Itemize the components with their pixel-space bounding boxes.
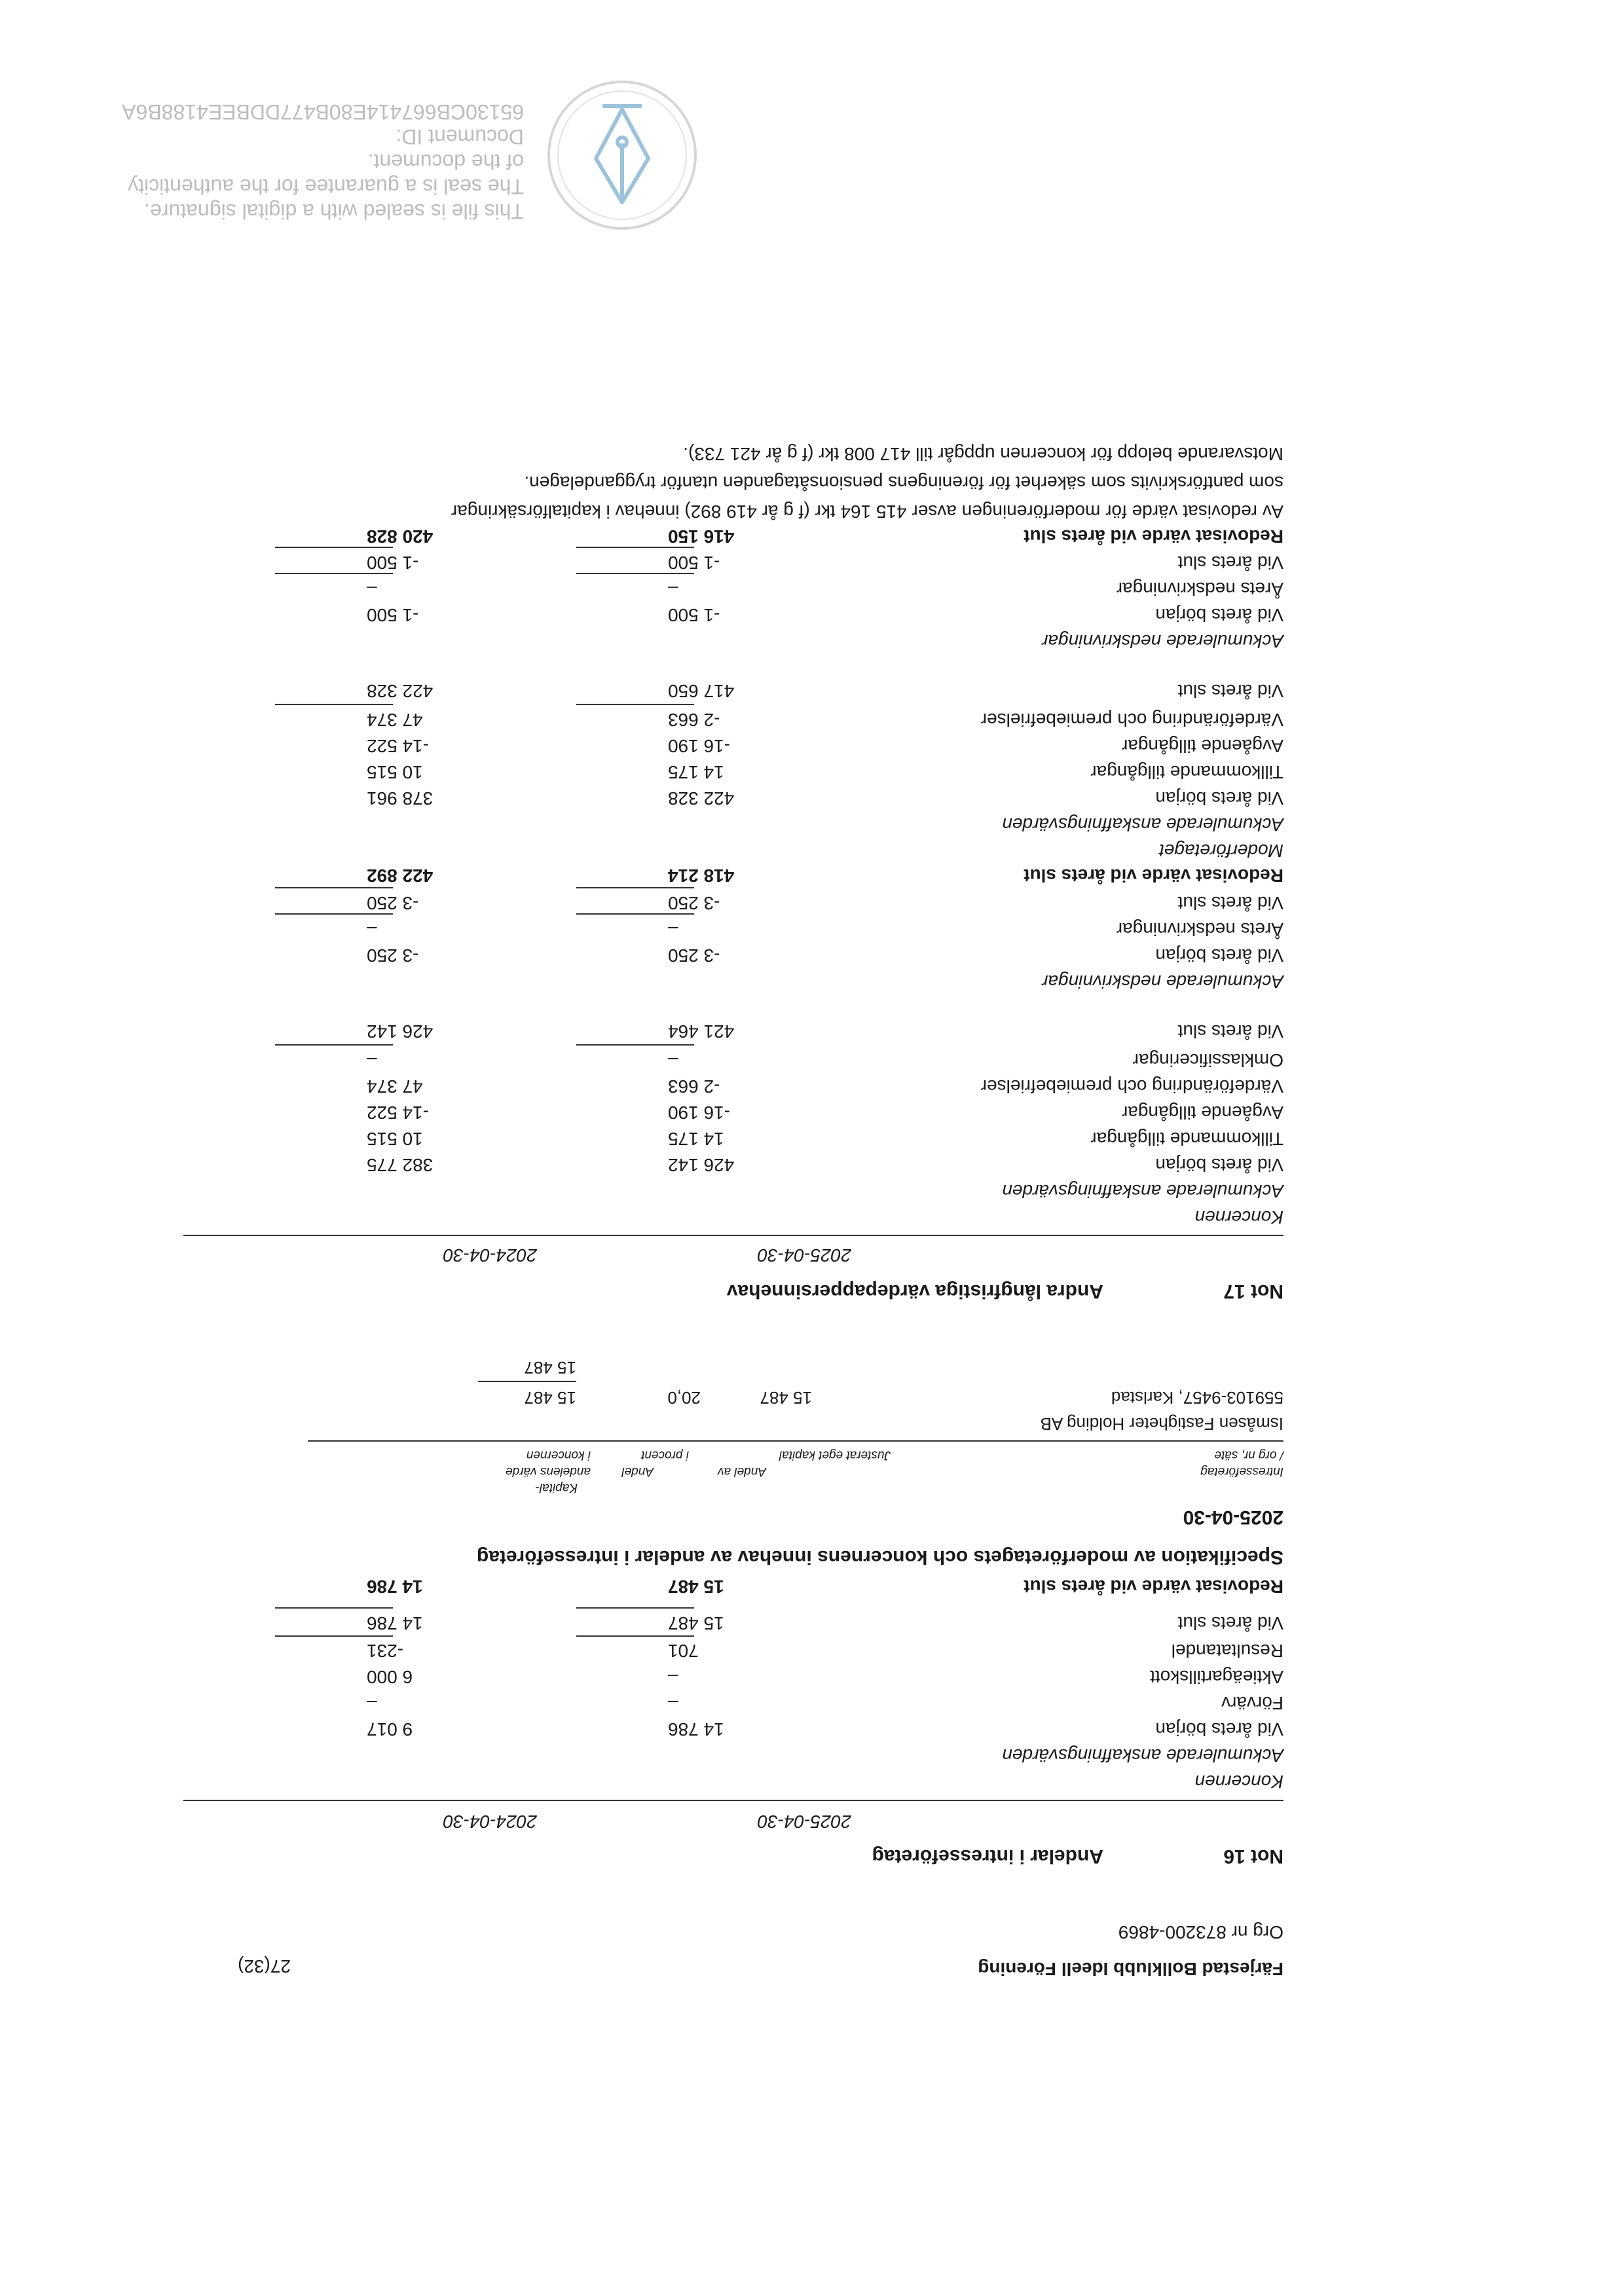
spec-title: Specifikation av moderföretagets och koncernens innehav av andelar i intresseföretag bbox=[476, 1546, 1283, 1568]
note17-paragraph bbox=[262, 439, 1283, 526]
spec-col-capital-1: andelens värde bbox=[506, 1465, 591, 1478]
note17-group-total-row: Redovisat värde vid årets slut 418 214 422 892 bbox=[367, 866, 1283, 886]
note17-number: Not 17 bbox=[1223, 1281, 1283, 1302]
subtotal-rule bbox=[275, 1635, 393, 1637]
spec-col-capital-0: Kapital- bbox=[535, 1481, 578, 1495]
table-row: Årets nedskrivningar – – bbox=[367, 919, 1283, 939]
spec-sum: 15 487 bbox=[524, 1358, 576, 1377]
subtotal-rule bbox=[275, 887, 393, 888]
note17-col-2025: 2025-04-30 bbox=[757, 1245, 851, 1266]
subtotal-rule bbox=[576, 887, 694, 888]
table-row: Omklassificeringar – – bbox=[367, 1050, 1283, 1070]
subtotal-rule bbox=[275, 1044, 393, 1046]
subtotal-rule bbox=[576, 913, 694, 915]
subtotal-rule bbox=[576, 573, 694, 574]
table-row: Förvärv – – bbox=[367, 1693, 1283, 1713]
table-row: Tillkommande tillgångar 14 175 10 515 bbox=[367, 1129, 1283, 1149]
subtotal-rule bbox=[576, 1635, 694, 1637]
spec-company-id: 559103-9457, Karlstad bbox=[1111, 1388, 1283, 1408]
paragraph-line: Av redovisat värde för moderföreningen avser 415 164 tkr (f g år 419 892) innehav i kapitalförsäkringar bbox=[451, 501, 1283, 522]
note17-header-rule bbox=[183, 1235, 1283, 1236]
table-row: Vid årets början -3 250 -3 250 bbox=[367, 945, 1283, 966]
note16-title: Andelar i intresseföretag bbox=[872, 1846, 1103, 1867]
subtotal-rule bbox=[576, 1607, 694, 1609]
spec-col-capital-2: i koncernen bbox=[526, 1448, 591, 1462]
spec-col-company-1: Intresseföretag bbox=[1200, 1465, 1283, 1478]
note17-parent-total-row: Redovisat värde vid årets slut 416 150 420 828 bbox=[367, 526, 1283, 547]
spec-capital-value: 15 487 bbox=[524, 1388, 576, 1408]
spec-col-equity-2: Justerat eget kapital bbox=[779, 1448, 891, 1462]
spec-col-share-1: Andel av bbox=[718, 1465, 766, 1478]
table-row: Avgående tillgångar -16 190 -14 522 bbox=[367, 736, 1283, 756]
organization-name: Färjestad Bollklubb Ideell Förening bbox=[978, 1959, 1283, 1979]
spec-col-pct-1: Andel bbox=[621, 1465, 654, 1478]
note16-total-row: Redovisat värde vid årets slut 15 487 14 786 bbox=[367, 1576, 1283, 1597]
table-row: Resultatandel 701 -231 bbox=[367, 1641, 1283, 1661]
subtotal-rule bbox=[275, 704, 393, 705]
seal-line: 65130CB667414E80B477DDBEE4188B6A bbox=[122, 100, 524, 124]
note17-group-writedown-label: Ackumulerade nedskrivningar bbox=[1042, 972, 1283, 992]
spec-col-company-2: / org nr, säte bbox=[1214, 1448, 1283, 1462]
paragraph-line: som pantförskrivits som säkerhet för föreningens pensionsåtaganden utanför tryggandelagen. bbox=[524, 473, 1283, 493]
spec-date: 2025-04-30 bbox=[1183, 1506, 1283, 1528]
subtotal-rule bbox=[275, 913, 393, 915]
table-row: Tillkommande tillgångar 14 175 10 515 bbox=[367, 762, 1283, 782]
paragraph-line: Motsvarande belopp för koncernen uppgår till 417 008 tkr (f g år 421 733). bbox=[683, 444, 1283, 464]
seal-line: The seal is a guarantee for the authenticity bbox=[128, 175, 524, 198]
table-row: Vid årets början 422 328 378 961 bbox=[367, 788, 1283, 809]
seal-line: Document ID: bbox=[396, 125, 524, 149]
table-row: Vid årets början 426 142 382 775 bbox=[367, 1155, 1283, 1175]
seal-line: of the document. bbox=[367, 150, 524, 173]
subtotal-rule bbox=[576, 1044, 694, 1046]
subtotal-rule bbox=[576, 704, 694, 705]
note17-col-2024: 2024-04-30 bbox=[443, 1245, 537, 1266]
digital-seal-icon bbox=[537, 70, 707, 240]
table-row: Vid årets slut -3 250 -3 250 bbox=[367, 893, 1283, 913]
subtotal-rule bbox=[275, 547, 393, 548]
table-row: Värdeförändring och premiebefrielser -2 663 47 374 bbox=[367, 1076, 1283, 1097]
seal-text bbox=[122, 100, 524, 224]
note17-group-cost-label: Ackumulerade anskaffningsvärden bbox=[1002, 1181, 1283, 1201]
table-row: Vid årets slut -1 500 -1 500 bbox=[367, 553, 1283, 573]
note16-number: Not 16 bbox=[1223, 1846, 1283, 1867]
subtotal-rule bbox=[576, 547, 694, 548]
note17-group-label: Koncernen bbox=[1194, 1207, 1283, 1228]
table-row: Vid årets slut 15 487 14 786 bbox=[367, 1613, 1283, 1633]
note16-col-2025: 2025-04-30 bbox=[757, 1812, 851, 1832]
spec-company-name: Ismåsen Fastigheter Holding AB bbox=[1040, 1414, 1283, 1434]
table-row: Vid årets början -1 500 -1 500 bbox=[367, 605, 1283, 625]
note17-parent-label: Moderföretaget bbox=[1159, 841, 1283, 861]
seal-line: This file is sealed with a digital signature. bbox=[144, 200, 524, 223]
org-number: Org nr 873200-4869 bbox=[1118, 1922, 1283, 1942]
subtotal-rule bbox=[275, 573, 393, 574]
subtotal-rule bbox=[478, 1381, 576, 1382]
table-row: Vid årets slut 417 650 422 328 bbox=[367, 681, 1283, 701]
table-row: Vid årets början 14 786 9 017 bbox=[367, 1719, 1283, 1740]
table-row: Avgående tillgångar -16 190 -14 522 bbox=[367, 1102, 1283, 1123]
note16-section-label: Ackumulerade anskaffningsvärden bbox=[1002, 1745, 1283, 1766]
note17-parent-writedown-label: Ackumulerade nedskrivningar bbox=[1042, 631, 1283, 651]
table-row: Vid årets slut 421 464 426 142 bbox=[367, 1021, 1283, 1042]
spec-header-rule bbox=[308, 1440, 1283, 1442]
note16-group-label: Koncernen bbox=[1194, 1772, 1283, 1792]
table-row: Årets nedskrivningar – – bbox=[367, 579, 1283, 599]
table-row: Värdeförändring och premiebefrielser -2 663 47 374 bbox=[367, 710, 1283, 730]
note16-header-rule bbox=[183, 1800, 1283, 1801]
note16-col-2024: 2024-04-30 bbox=[443, 1812, 537, 1832]
note17-parent-cost-label: Ackumulerade anskaffningsvärden bbox=[1002, 814, 1283, 835]
table-row: Aktieägartillskott – 6 000 bbox=[367, 1667, 1283, 1687]
note17-title: Andra långfristiga värdepappersinnehav bbox=[726, 1281, 1103, 1302]
page-number: 27(32) bbox=[238, 1956, 291, 1977]
spec-share-value: 15 487 bbox=[760, 1388, 812, 1408]
spec-percent: 20,0 bbox=[667, 1388, 701, 1408]
spec-col-pct-2: i procent bbox=[641, 1448, 689, 1462]
subtotal-rule bbox=[275, 1607, 393, 1609]
